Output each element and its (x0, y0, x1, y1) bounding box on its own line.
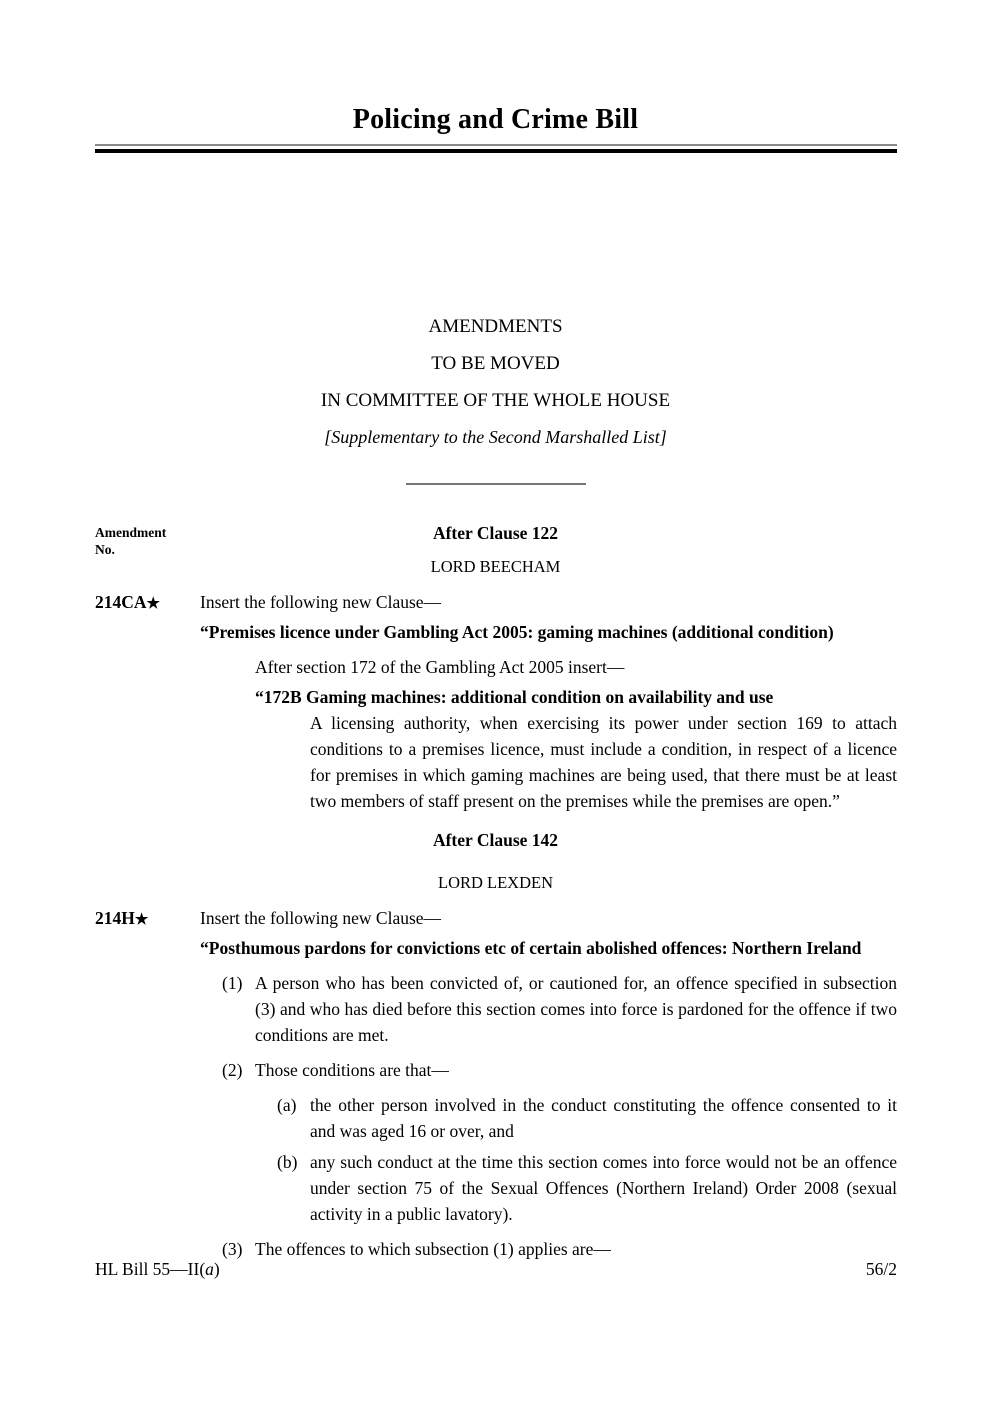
preamble (0, 308, 991, 456)
amendment-number-text: 214H (95, 908, 135, 928)
amendment-214H (95, 905, 897, 1262)
clause-header-after-clause-142 (0, 829, 991, 894)
page-footer (95, 1257, 897, 1281)
place-heading: After Clause 122 (432, 523, 559, 543)
lead-in-text: After section 172 of the Gambling Act 2005 insert— (255, 657, 625, 677)
new-clause-title: “Premises licence under Gambling Act 2005: gaming machines (additional condition) (200, 622, 834, 642)
paragraph-b (277, 1149, 897, 1227)
subsection-text: A person who has been convicted of, or cautioned for, an offence specified in subsection (3) and who has died before this section comes into force is pardoned for the offence if two conditions are met. (255, 973, 897, 1045)
subsection-label: (2) (222, 1060, 243, 1080)
subsection-1 (222, 970, 897, 1048)
bill-reference-italic: a (205, 1259, 214, 1279)
paragraph-a (277, 1092, 897, 1144)
amendment-body (200, 905, 897, 1262)
document-title: Policing and Crime Bill (352, 104, 639, 135)
subsection-label: (3) (222, 1239, 243, 1259)
title-rule-thick (95, 149, 897, 153)
new-amendment-star-icon: ★ (134, 912, 149, 928)
amendment-no-label (95, 524, 166, 558)
section-divider-rule (406, 483, 586, 485)
subsection-2 (222, 1057, 897, 1083)
inserted-section-body: A licensing authority, when exercising its power under section 169 to attach conditions to a premises licence, must include a condition, in respect of a licence for premises in which gaming machines are being used, that there must be at least two members of staff present on the premises while the premises are open.” (310, 713, 897, 811)
subsection-text: Those conditions are that— (255, 1060, 449, 1080)
bill-reference-prefix: HL Bill 55—II( (95, 1259, 206, 1279)
inserted-section-heading: “172B Gaming machines: additional condition on availability and use (255, 687, 774, 707)
preamble-committee: IN COMMITTEE OF THE WHOLE HOUSE (320, 390, 671, 411)
subsection-label: (1) (222, 973, 243, 993)
preamble-to-be-moved: TO BE MOVED (431, 353, 560, 374)
subsection-list (200, 970, 897, 1262)
mover-name: LORD BEECHAM (430, 557, 561, 576)
amendment-number (95, 589, 200, 814)
amendment-instruction: Insert the following new Clause— (200, 908, 442, 928)
paragraph-label: (a) (277, 1095, 297, 1115)
amendment-number (95, 905, 200, 1262)
amendment-number-text: 214CA (95, 592, 147, 612)
bill-reference-suffix: ) (213, 1259, 220, 1279)
sheet-number: 56/2 (865, 1259, 897, 1279)
subsection-text: The offences to which subsection (1) applies are— (255, 1239, 611, 1259)
paragraph-label: (b) (277, 1152, 298, 1172)
paragraph-text: any such conduct at the time this section comes into force would not be an offence under section 75 of the Sexual Offences (Northern Ireland) Order 2008 (sexual activity in a public lavatory). (310, 1152, 897, 1224)
amendment-body (200, 589, 897, 814)
amendment-instruction: Insert the following new Clause— (200, 592, 442, 612)
amendment-no-label-line2: No. (95, 542, 115, 557)
amendment-no-label-line1: Amendment (95, 525, 167, 540)
preamble-amendments: AMENDMENTS (428, 316, 563, 337)
amendment-214CA (95, 589, 897, 814)
new-amendment-star-icon: ★ (146, 596, 160, 612)
mover-name: LORD LEXDEN (437, 873, 554, 892)
preamble-note: [Supplementary to the Second Marshalled List] (324, 427, 667, 447)
place-heading: After Clause 142 (432, 830, 559, 850)
clause-header-after-clause-122 (0, 522, 991, 578)
paragraph-text: the other person involved in the conduct constituting the offence consented to it and was aged 16 or over, and (310, 1095, 897, 1141)
bill-reference (95, 1257, 220, 1281)
new-clause-title: “Posthumous pardons for convictions etc of certain abolished offences: Northern Ireland (200, 938, 862, 958)
title-rule-thin (95, 144, 897, 146)
